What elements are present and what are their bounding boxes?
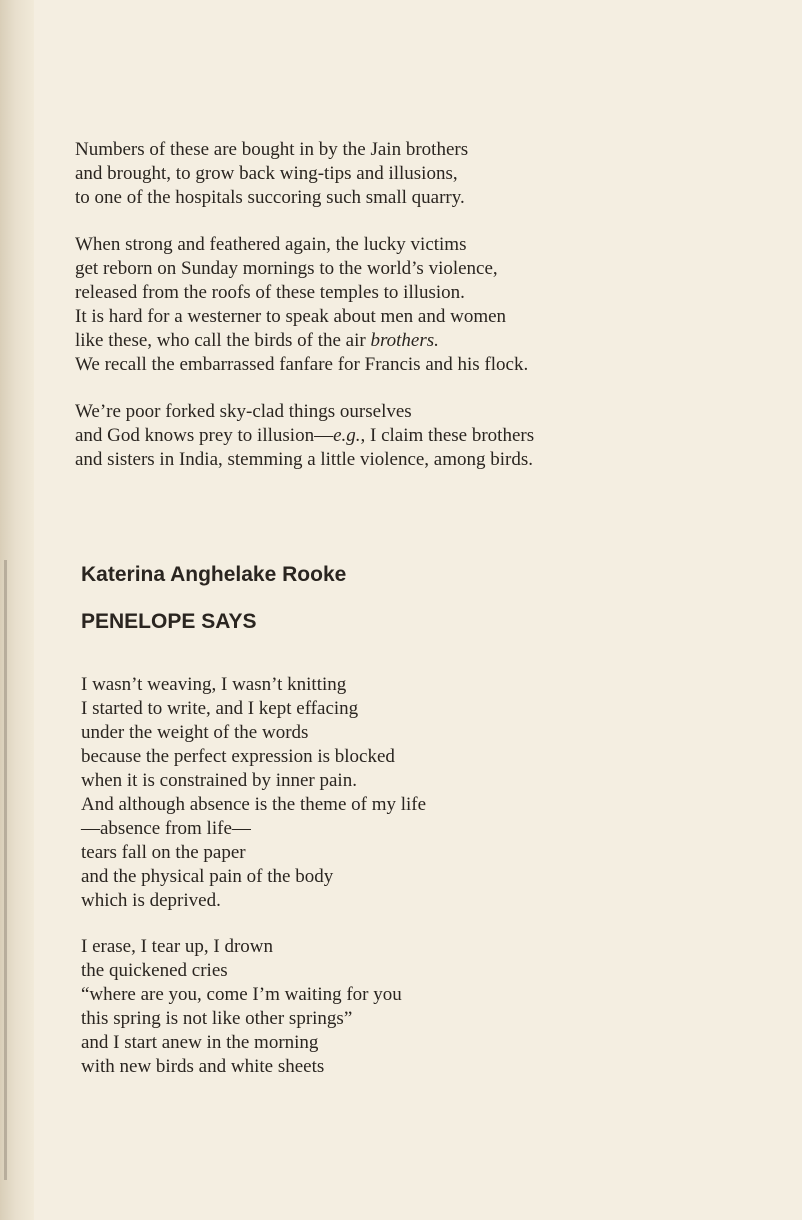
poem-title: PENELOPE SAYS <box>81 610 257 633</box>
poem-line: and the physical pain of the body <box>81 866 334 887</box>
poem-line: We recall the embarrassed fanfare for Francis and his flock. <box>75 354 529 375</box>
poem-line: I erase, I tear up, I drown <box>81 936 274 957</box>
poem-line: We’re poor forked sky-clad things ourselves <box>75 401 412 422</box>
poem-line: to one of the hospitals succoring such small quarry. <box>75 187 465 208</box>
poem-line: I started to write, and I kept effacing <box>81 698 359 719</box>
poem-line: It is hard for a westerner to speak about men and women <box>75 306 507 327</box>
poem-line: with new birds and white sheets <box>81 1056 325 1077</box>
poem2-stanza-2 <box>81 935 402 1079</box>
poem-author: Katerina Anghelake Rooke <box>81 563 347 586</box>
poem-line: —absence from life— <box>81 818 251 839</box>
poem1-stanza-3 <box>75 400 534 472</box>
poem2-stanza-1 <box>81 673 426 913</box>
poem-line: When strong and feathered again, the lucky victims <box>75 234 467 255</box>
binding-edge <box>4 560 7 1180</box>
poem-line: And although absence is the theme of my life <box>81 794 427 815</box>
poem1-stanza-2 <box>75 233 528 377</box>
italic-abbreviation: e.g. <box>333 425 361 446</box>
poem-line: and sisters in India, stemming a little violence, among birds. <box>75 449 534 470</box>
poem-line: get reborn on Sunday mornings to the world’s violence, <box>75 258 498 279</box>
poem-line: Numbers of these are bought in by the Jain brothers <box>75 139 469 160</box>
poem-line: I wasn’t weaving, I wasn’t knitting <box>81 674 347 695</box>
line-text-continued: , I claim these brothers <box>360 425 535 446</box>
poem-line: and I start anew in the morning <box>81 1032 319 1053</box>
italic-word: brothers. <box>370 330 439 351</box>
poem-line: which is deprived. <box>81 890 221 911</box>
poem-line: because the perfect expression is blocked <box>81 746 395 767</box>
poem-line: the quickened cries <box>81 960 228 981</box>
poem-line: when it is constrained by inner pain. <box>81 770 357 791</box>
poem-line-with-italic <box>75 329 528 353</box>
poem-line: tears fall on the paper <box>81 842 246 863</box>
poem-line: under the weight of the words <box>81 722 309 743</box>
line-text: and God knows prey to illusion— <box>75 425 334 446</box>
poem1-stanza-1 <box>75 138 468 210</box>
poem-line: this spring is not like other springs” <box>81 1008 353 1029</box>
line-text: like these, who call the birds of the air <box>75 330 371 351</box>
poem-line: “where are you, come I’m waiting for you <box>81 984 402 1005</box>
poem-line: and brought, to grow back wing-tips and illusions, <box>75 163 458 184</box>
poem-line: released from the roofs of these temples to illusion. <box>75 282 465 303</box>
poem-line-with-italic <box>75 424 534 448</box>
